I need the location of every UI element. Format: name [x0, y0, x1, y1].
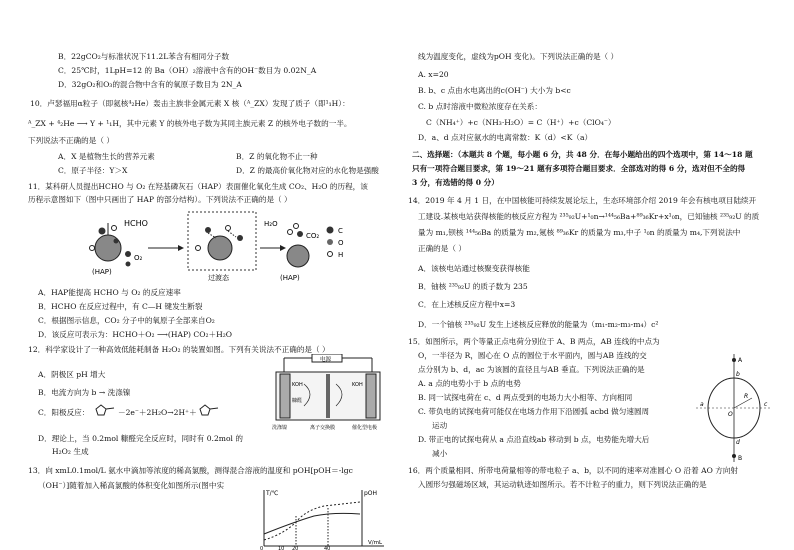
- q9-option-c: C．25℃时，1LpH=12 的 Ba（OH）₂溶液中含有的OH⁻数目为 0.02N_A: [58, 66, 317, 75]
- graph-x-label: V/mL: [368, 540, 383, 546]
- q13-stem-cont: 线为温度变化，虚线为pOH 变化)。下列说法正确的是（ ）: [418, 52, 619, 61]
- temperature-poh-graph: [254, 486, 390, 550]
- q13-option-a: A. x=20: [418, 70, 449, 79]
- hap-cluster-1: [90, 223, 132, 267]
- q15-option-d-1: D. 带正电的试探电荷从 a 点沿直线ab 移动到 b 点，电势能先增大后: [418, 435, 650, 444]
- charge-a-point: [732, 358, 736, 362]
- q12-option-d-1: D．理论上，当 0.2mol 糠醛完全反应时，同时有 0.2mol 的: [38, 434, 243, 443]
- q12-option-d-2: H₂O₂ 生成: [52, 447, 89, 456]
- fig-caption-electrode: 催化型电极: [352, 425, 378, 431]
- fig-label-A: A: [738, 357, 743, 364]
- q16-stem-2: 入圆形匀强磁场区域，其运动轨迹如图所示。若不计粒子的重力，则下列说法正确的是: [418, 480, 707, 489]
- fig-koh-right: KOH: [352, 382, 363, 388]
- q13-stem-1: 13．向 xmL0.1mol/L 氨水中滴加等浓度的稀高氯酸，测得混合溶液的温度和 pOH[pOH＝-lgc: [28, 466, 353, 475]
- q15-option-c-1: C. 带负电的试探电荷可能仅在电场力作用下沿圆弧 acbd 做匀速圆周: [418, 407, 650, 416]
- q14-stem-1: 14．2019 年 4 月 1 日，在中国核能可持续发展论坛上，生态环境部介绍 2019 年会有核电项目陆续开: [408, 196, 757, 205]
- q15-option-a: A. a 点的电势小于 b 点的电势: [418, 379, 521, 388]
- poh-curve: [264, 502, 360, 540]
- fig-hcho-label: HCHO: [124, 219, 148, 228]
- q13-stem-2: （OH⁻）]随着加入稀高氯酸的体积变化如图所示(图中实: [38, 481, 225, 490]
- q9-option-b: B．22gCO₂与标准状况下11.2L苯含有相同分子数: [58, 52, 230, 61]
- reaction-mechanism-figure: [68, 208, 368, 288]
- q10-option-b: B．Z 的氧化物不止一种: [236, 152, 318, 161]
- legend-o: O: [338, 239, 344, 247]
- section-2-line-3: 3 分，有选错的得 0 分）: [412, 178, 499, 187]
- arrow-1-head: [178, 245, 184, 251]
- q13-option-c-relation: C（NH₄⁺）+c（NH₃·H₂O）= C（H⁺）+c（ClO₄⁻）: [426, 118, 616, 127]
- q13-option-d: D．a、d 点对应氨水的电离常数：K（d）<K（a）: [418, 133, 593, 142]
- q12-option-c-equation: －2e⁻＋2H₂O→2H⁺＋: [118, 408, 197, 417]
- graph-tick-0: 0: [260, 546, 264, 550]
- section-2-line-1: 二、选择题：（本题共 8 个题，每小题 6 分，共 48 分．在每小题给出的四个选项中，第 14～18 题: [412, 150, 753, 159]
- fig-label-b: b: [736, 371, 740, 378]
- fig-label-d: d: [736, 439, 740, 446]
- q15-option-d-2: 减小: [432, 449, 448, 458]
- graph-tick-10: 10: [278, 546, 285, 550]
- membrane: [326, 374, 330, 418]
- atom-legend: [327, 227, 345, 260]
- fig-o2-label: O₂: [134, 254, 143, 262]
- q15-stem-2: O，一半径为 R，圆心在 O 点的圆位于水平面内，圆与AB 连线的交: [418, 351, 647, 360]
- q14-stem-2: 工建设.某核电站获得核能的核反应方程为 ²³⁵₉₂U+¹₀n→¹⁴⁴₅₆Ba+⁸⁹₃₆Kr+x¹₀n，已知铀核 ²³⁵₉₂U 的质: [418, 212, 760, 221]
- left-electrode: [280, 374, 290, 418]
- q11-option-a: A．HAP能提高 HCHO 与 O₂ 的反应速率: [38, 288, 181, 297]
- fig-label-B: B: [738, 455, 743, 462]
- section-2-line-2: 只有一项符合题目要求，第 19～21 题有多项符合题目要求．全部选对的得 6 分，选对但不全的得: [412, 164, 746, 173]
- q11-option-c: C．根据图示信息，CO₂ 分子中的氧原子全部来自O₂: [38, 316, 215, 325]
- fig-power-label: 电源: [320, 357, 332, 363]
- furoic-acid-structure: [198, 403, 220, 419]
- q11-stem-1: 11．某科研人员提出HCHO 与 O₂ 在羟基磷灰石（HAP）表面催化氧化生成 CO₂、H₂O 的历程，该: [28, 182, 368, 191]
- q10-option-c: C．原子半径：Y＞X: [58, 166, 128, 175]
- fig-caption-membrane: 离子交换膜: [310, 425, 336, 431]
- q13-option-c: C. b 点时溶液中微粒浓度存在关系：: [418, 102, 542, 111]
- q9-option-d: D．32gO₂和O₃的混合物中含有的氧原子数目为 2N_A: [58, 80, 242, 89]
- q14-option-b: B．铀核 ²³⁵₉₂U 的质子数为 235: [418, 282, 528, 291]
- q14-option-d: D．一个铀核 ²³⁵₉₂U 发生上述核反应释放的能量为（m₁-m₂-m₃-m₄）c²: [418, 320, 659, 329]
- fig-label-O: O: [728, 411, 733, 418]
- q11-stem-2: 历程示意图如下（图中只画出了 HAP 的部分结构）。下列说法不正确的是（ ）: [28, 195, 292, 204]
- q15-option-b: B. 同一试探电荷在 c、d 两点受到的电场力大小相等、方向相同: [418, 393, 633, 402]
- q12-stem: 12．科学家设计了一种高效低能耗制备 H₂O₂ 的装置如图。下列有关说法不正确的是（ ）: [28, 345, 330, 354]
- hap-cluster-3: [287, 224, 309, 268]
- graph-tick-20: 20: [292, 546, 299, 550]
- arrow-2-head: [280, 245, 286, 251]
- q14-stem-3: 量为 m₁,钡核 ¹⁴⁴₅₆Ba 的质量为 m₂,氪核 ⁸⁹₃₆Kr 的质量为 m₃,中子 ¹₀n 的质量为 m₄,下列说法中: [418, 228, 741, 237]
- q12-option-c: C．阳极反应：: [38, 408, 90, 417]
- q14-option-a: A．该核电站通过核聚变获得核能: [418, 264, 530, 273]
- fig-label-a: a: [700, 401, 704, 408]
- q11-option-b: B．HCHO 在反应过程中，有 C—H 键发生断裂: [38, 302, 203, 311]
- hap-cluster-2: [196, 226, 244, 261]
- temperature-curve: [264, 513, 360, 534]
- q10-stem-1: 10．卢瑟福用α粒子（即氦核⁴₂He）轰击主族非金属元素 X 核（ᴬ_ZX）发现了质子（即¹₁H）：: [30, 99, 350, 108]
- legend-h: H: [338, 251, 344, 259]
- fig-transition-state-label: 过渡态: [208, 274, 229, 282]
- fig-h2o-label: H₂O: [264, 220, 278, 228]
- furfural-structure-1: [94, 403, 116, 419]
- graph-tick-40: 40: [324, 546, 331, 550]
- fig-label-c: c: [764, 401, 768, 408]
- q10-option-d: D．Z 的最高价氧化物对应的水化物是强酸: [236, 166, 379, 175]
- electrolysis-apparatus-figure: [264, 354, 394, 432]
- q12-option-a: A．阴极区 pH 增大: [38, 370, 106, 379]
- q14-stem-4: 正确的是（ ）: [418, 244, 466, 253]
- q16-stem-1: 16．两个质量相同、所带电荷量相等的带电粒子 a、b，以不同的速率对准圆心 O 沿着 AO 方向射: [408, 466, 739, 475]
- fig-caption-nickel: 洗涤镍: [272, 425, 288, 431]
- fig-label-R: R: [744, 393, 749, 400]
- fig-furfural-label: 糠醛: [292, 398, 303, 404]
- charge-circle-figure: [686, 352, 776, 464]
- fig-co2-label: CO₂: [306, 232, 320, 240]
- q14-option-c: C．在上述核反应方程中x=3: [418, 300, 516, 309]
- charge-b-point: [732, 454, 736, 458]
- q10-stem-2: ᴬ_ZX + ⁴₂He ⟶ Y + ¹₁H，其中元素 Y 的核外电子数为其同主族元素 Z 的核外电子数的一半。: [28, 119, 352, 128]
- q15-option-c-2: 运动: [432, 421, 448, 430]
- fig-koh-left: KOH: [292, 382, 303, 388]
- graph-y-label: T/℃: [266, 490, 279, 497]
- fig-hap-label-2: (HAP): [280, 274, 300, 282]
- q12-option-b: B．电流方向为 b → 洗涤镍: [38, 388, 131, 397]
- q15-stem-1: 15．如图所示，两个等量正点电荷分别位于 A、B 两点，AB 连线的中点为: [408, 337, 660, 346]
- radius-line: [734, 398, 752, 408]
- q15-stem-3: 点分别为 b、d，ac 为该圆的直径且与AB 垂直。下列说法正确的是: [418, 365, 645, 374]
- q11-option-d: D．该反应可表示为：HCHO＋O₂ ⟶(HAP) CO₂＋H₂O: [38, 330, 232, 339]
- q13-option-b: B. b、c 点由水电离出的c(OH⁻) 大小为 b<c: [418, 86, 571, 95]
- right-electrode: [366, 374, 376, 418]
- legend-c: C: [338, 227, 343, 235]
- graph-y2-label: pOH: [364, 490, 378, 497]
- q10-stem-3: 下列说法不正确的是（ ）: [28, 136, 114, 145]
- q10-option-a: A．X 是植物生长的营养元素: [58, 152, 155, 161]
- fig-hap-label-1: (HAP): [92, 268, 112, 276]
